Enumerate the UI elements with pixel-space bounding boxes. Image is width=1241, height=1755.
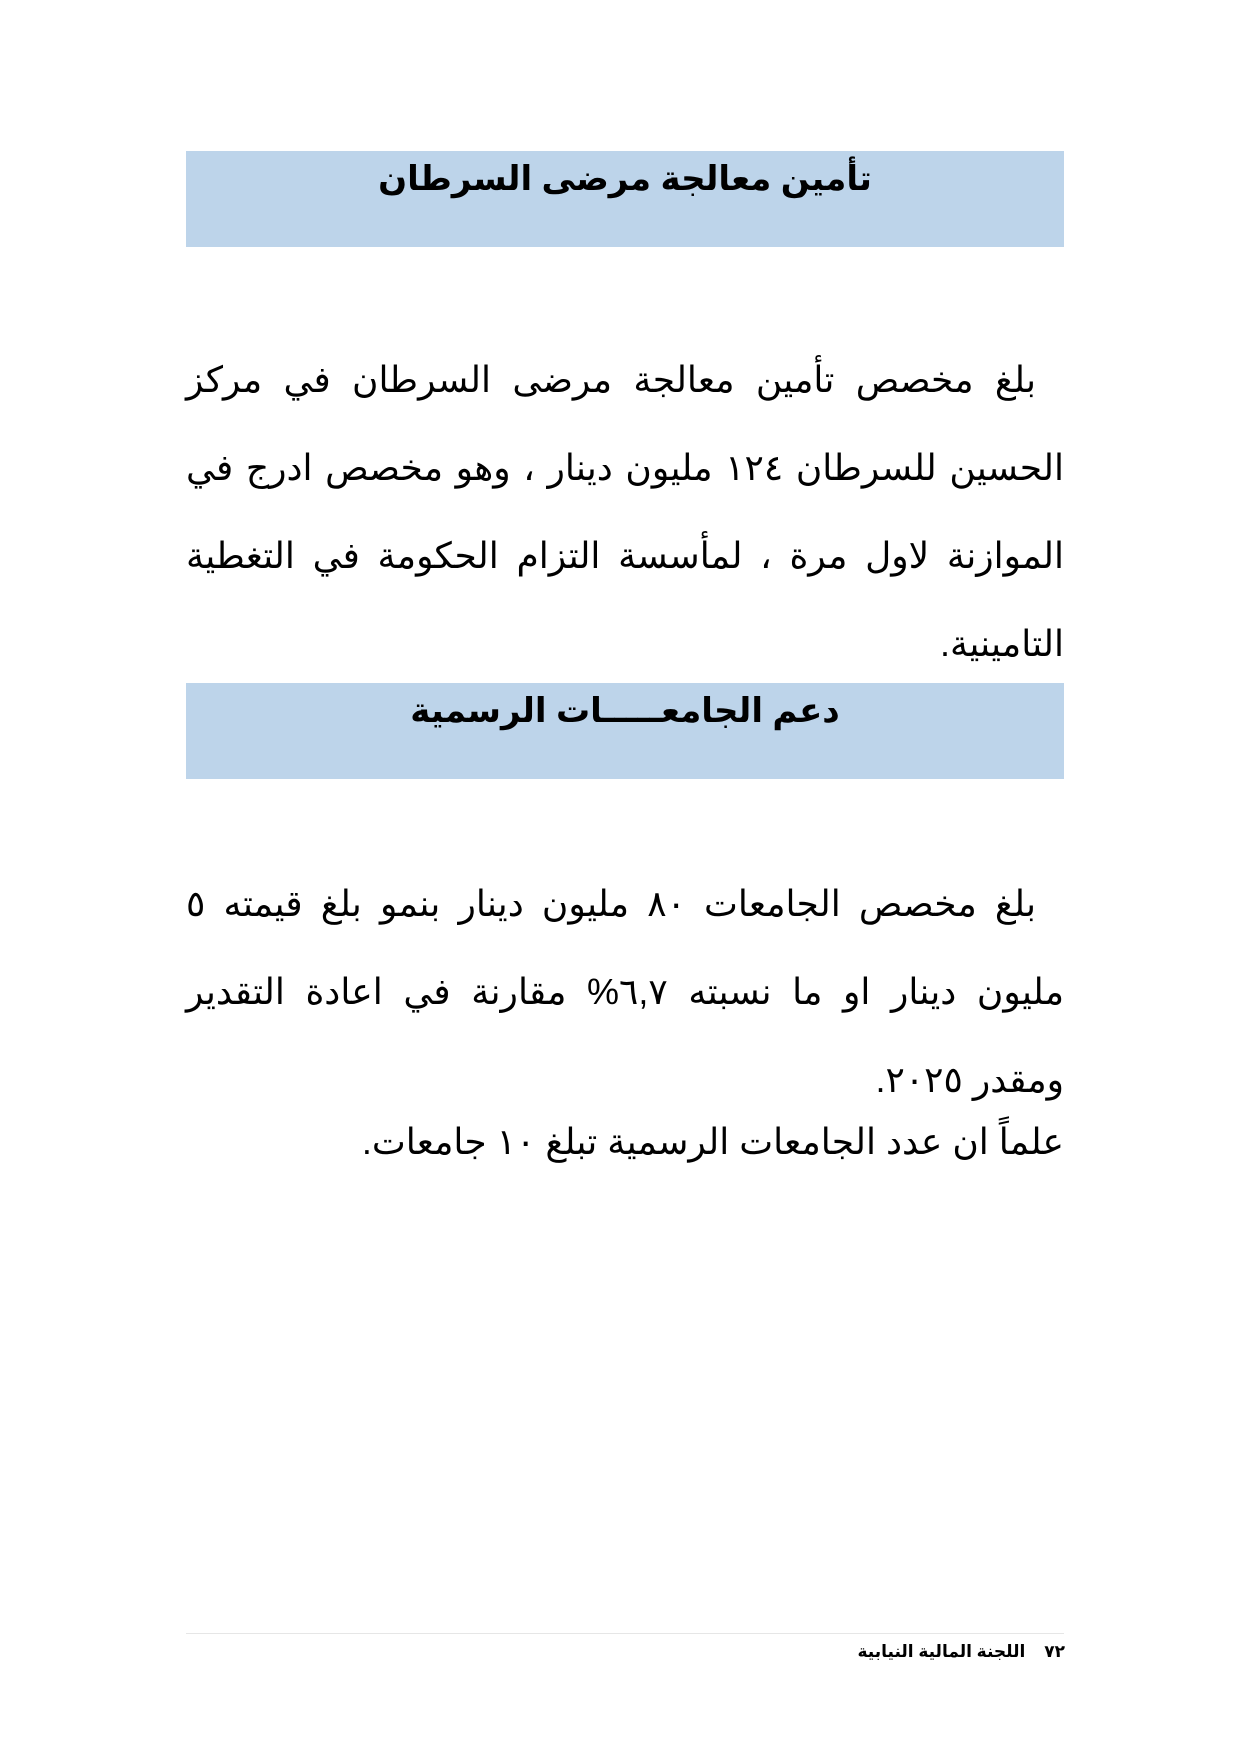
page-number: ٧٢ [1044, 1642, 1065, 1661]
section-heading-universities [186, 683, 1064, 779]
paragraph-cancer-insurance: بلغ مخصص تأمين معالجة مرضى السرطان في مركز الحسين للسرطان ١٢٤ مليون دينار ، وهو مخصص ادرج في الموازنة لاول مرة ، لمأسسة التزام الحكومة في التغطية التامينية. [186, 359, 1064, 664]
page-footer [857, 1640, 1065, 1664]
paragraph-universities: بلغ مخصص الجامعات ٨٠ مليون دينار بنمو بلغ قيمته ٥ مليون دينار او ما نسبته ٦,٧% مقارنة في اعادة التقدير ومقدر ٢٠٢٥. [186, 883, 1064, 1100]
section-heading-text: دعم الجامعـــــات الرسمية [410, 692, 840, 730]
paragraph-universities-note: علماً ان عدد الجامعات الرسمية تبلغ ١٠ جامعات. [361, 1121, 1064, 1162]
section-heading-text: تأمين معالجة مرضى السرطان [378, 160, 872, 198]
footer-divider [186, 1633, 1064, 1634]
footer-label: اللجنة المالية النيابية [857, 1642, 1026, 1661]
section-heading-cancer-insurance [186, 151, 1064, 247]
